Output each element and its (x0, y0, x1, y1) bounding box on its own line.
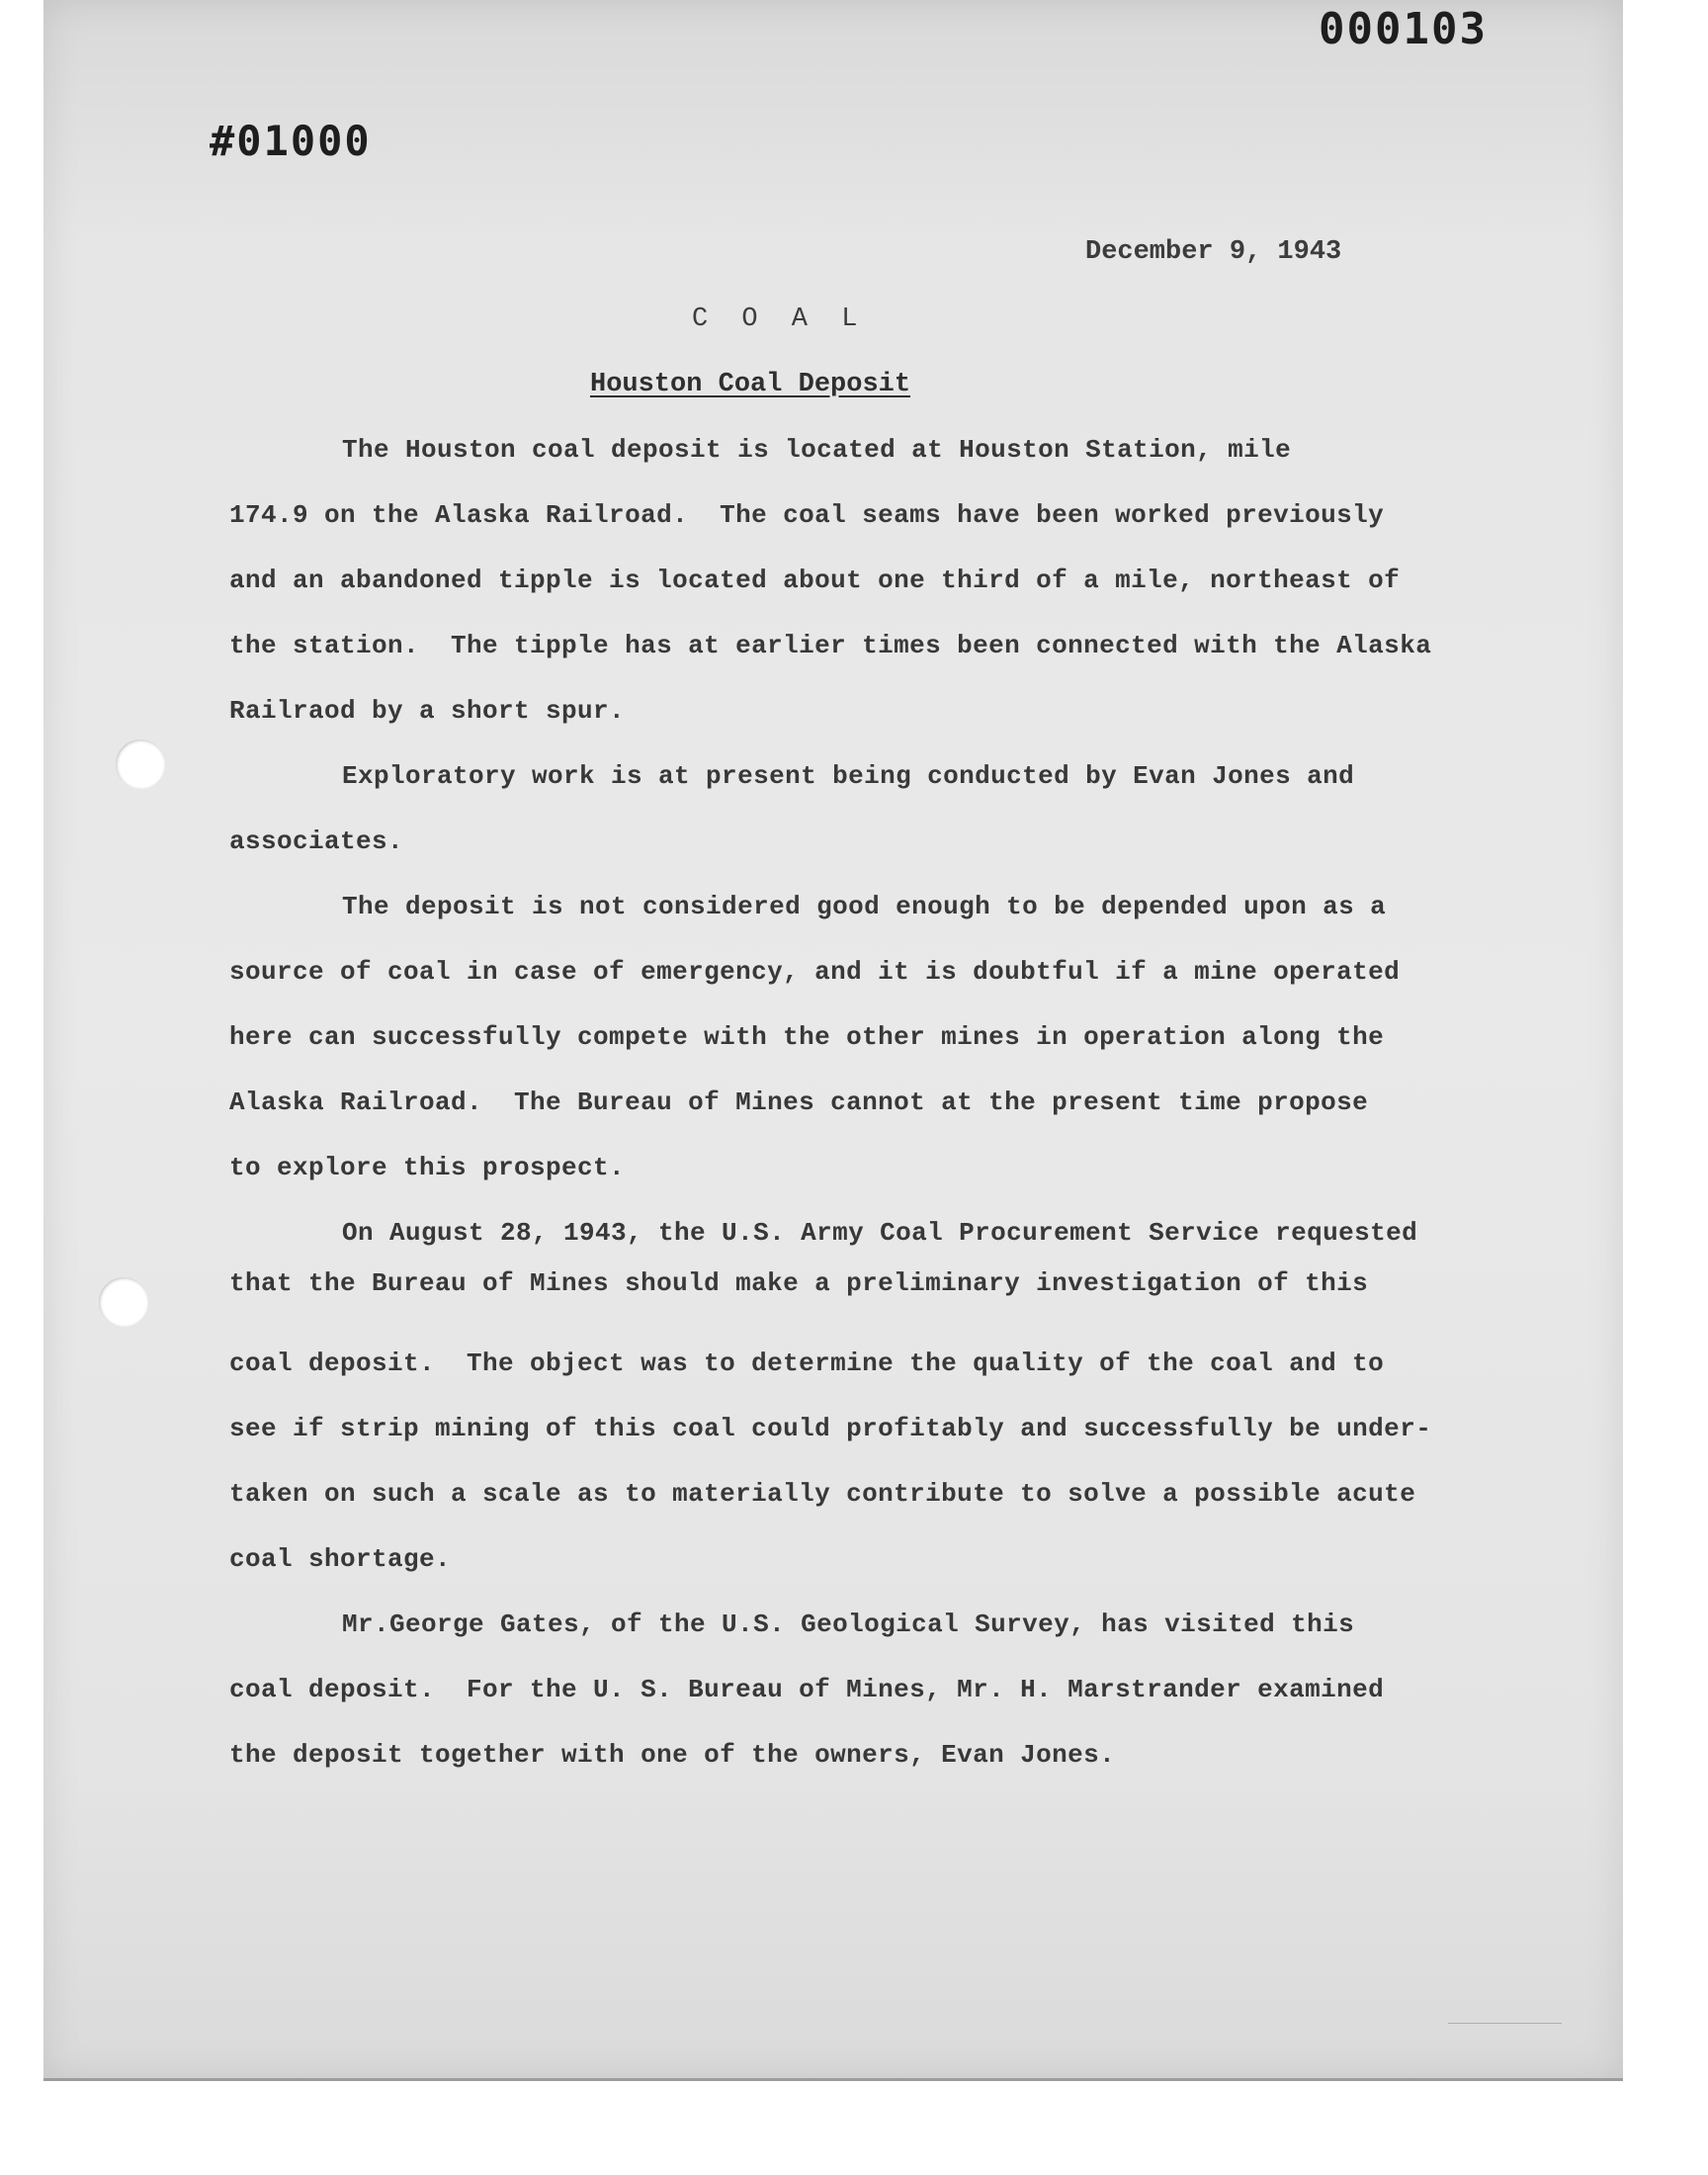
body-line: The deposit is not considered good enough to be depended upon as a (342, 892, 1387, 921)
section-heading: C O A L (692, 304, 867, 334)
body-line: source of coal in case of emergency, and it is doubtful if a mine operated (229, 957, 1401, 987)
document-title: Houston Coal Deposit (590, 370, 911, 399)
body-line: taken on such a scale as to materially contribute to solve a possible acute (229, 1479, 1416, 1509)
body-line: see if strip mining of this coal could profitably and successfully be under- (229, 1414, 1432, 1443)
body-line: The Houston coal deposit is located at Houston Station, mile (342, 435, 1292, 465)
file-number-stamp: #01000 (210, 117, 372, 165)
body-line: Mr.George Gates, of the U.S. Geological Survey, has visited this (342, 1610, 1355, 1639)
page-number-stamp: 000103 (1319, 4, 1488, 54)
body-line: Railraod by a short spur. (229, 696, 626, 726)
body-line: On August 28, 1943, the U.S. Army Coal Procurement Service requested (342, 1218, 1418, 1248)
body-line: coal deposit. For the U. S. Bureau of Mines, Mr. H. Marstrander examined (229, 1675, 1385, 1704)
punch-hole-upper (116, 740, 165, 789)
body-line: 174.9 on the Alaska Railroad. The coal seams have been worked previously (229, 500, 1385, 530)
document-date: December 9, 1943 (1085, 237, 1342, 267)
body-line: to explore this prospect. (229, 1153, 626, 1182)
body-line: that the Bureau of Mines should make a preliminary investigation of this (229, 1268, 1369, 1298)
body-line: Alaska Railroad. The Bureau of Mines cannot at the present time propose (229, 1088, 1369, 1117)
body-line: Exploratory work is at present being conducted by Evan Jones and (342, 761, 1355, 791)
body-line: the station. The tipple has at earlier times been connected with the Alaska (229, 631, 1432, 660)
punch-hole-lower (99, 1277, 148, 1327)
body-line: coal shortage. (229, 1544, 452, 1574)
body-line: and an abandoned tipple is located about one third of a mile, northeast of (229, 566, 1401, 595)
body-line: coal deposit. The object was to determine the quality of the coal and to (229, 1348, 1385, 1378)
body-line: associates. (229, 826, 404, 856)
body-line: here can successfully compete with the other mines in operation along the (229, 1022, 1385, 1052)
blank-margin (0, 2081, 1708, 2175)
scan-artifact-rule (1448, 2023, 1562, 2024)
body-line: the deposit together with one of the owners, Evan Jones. (229, 1740, 1116, 1770)
